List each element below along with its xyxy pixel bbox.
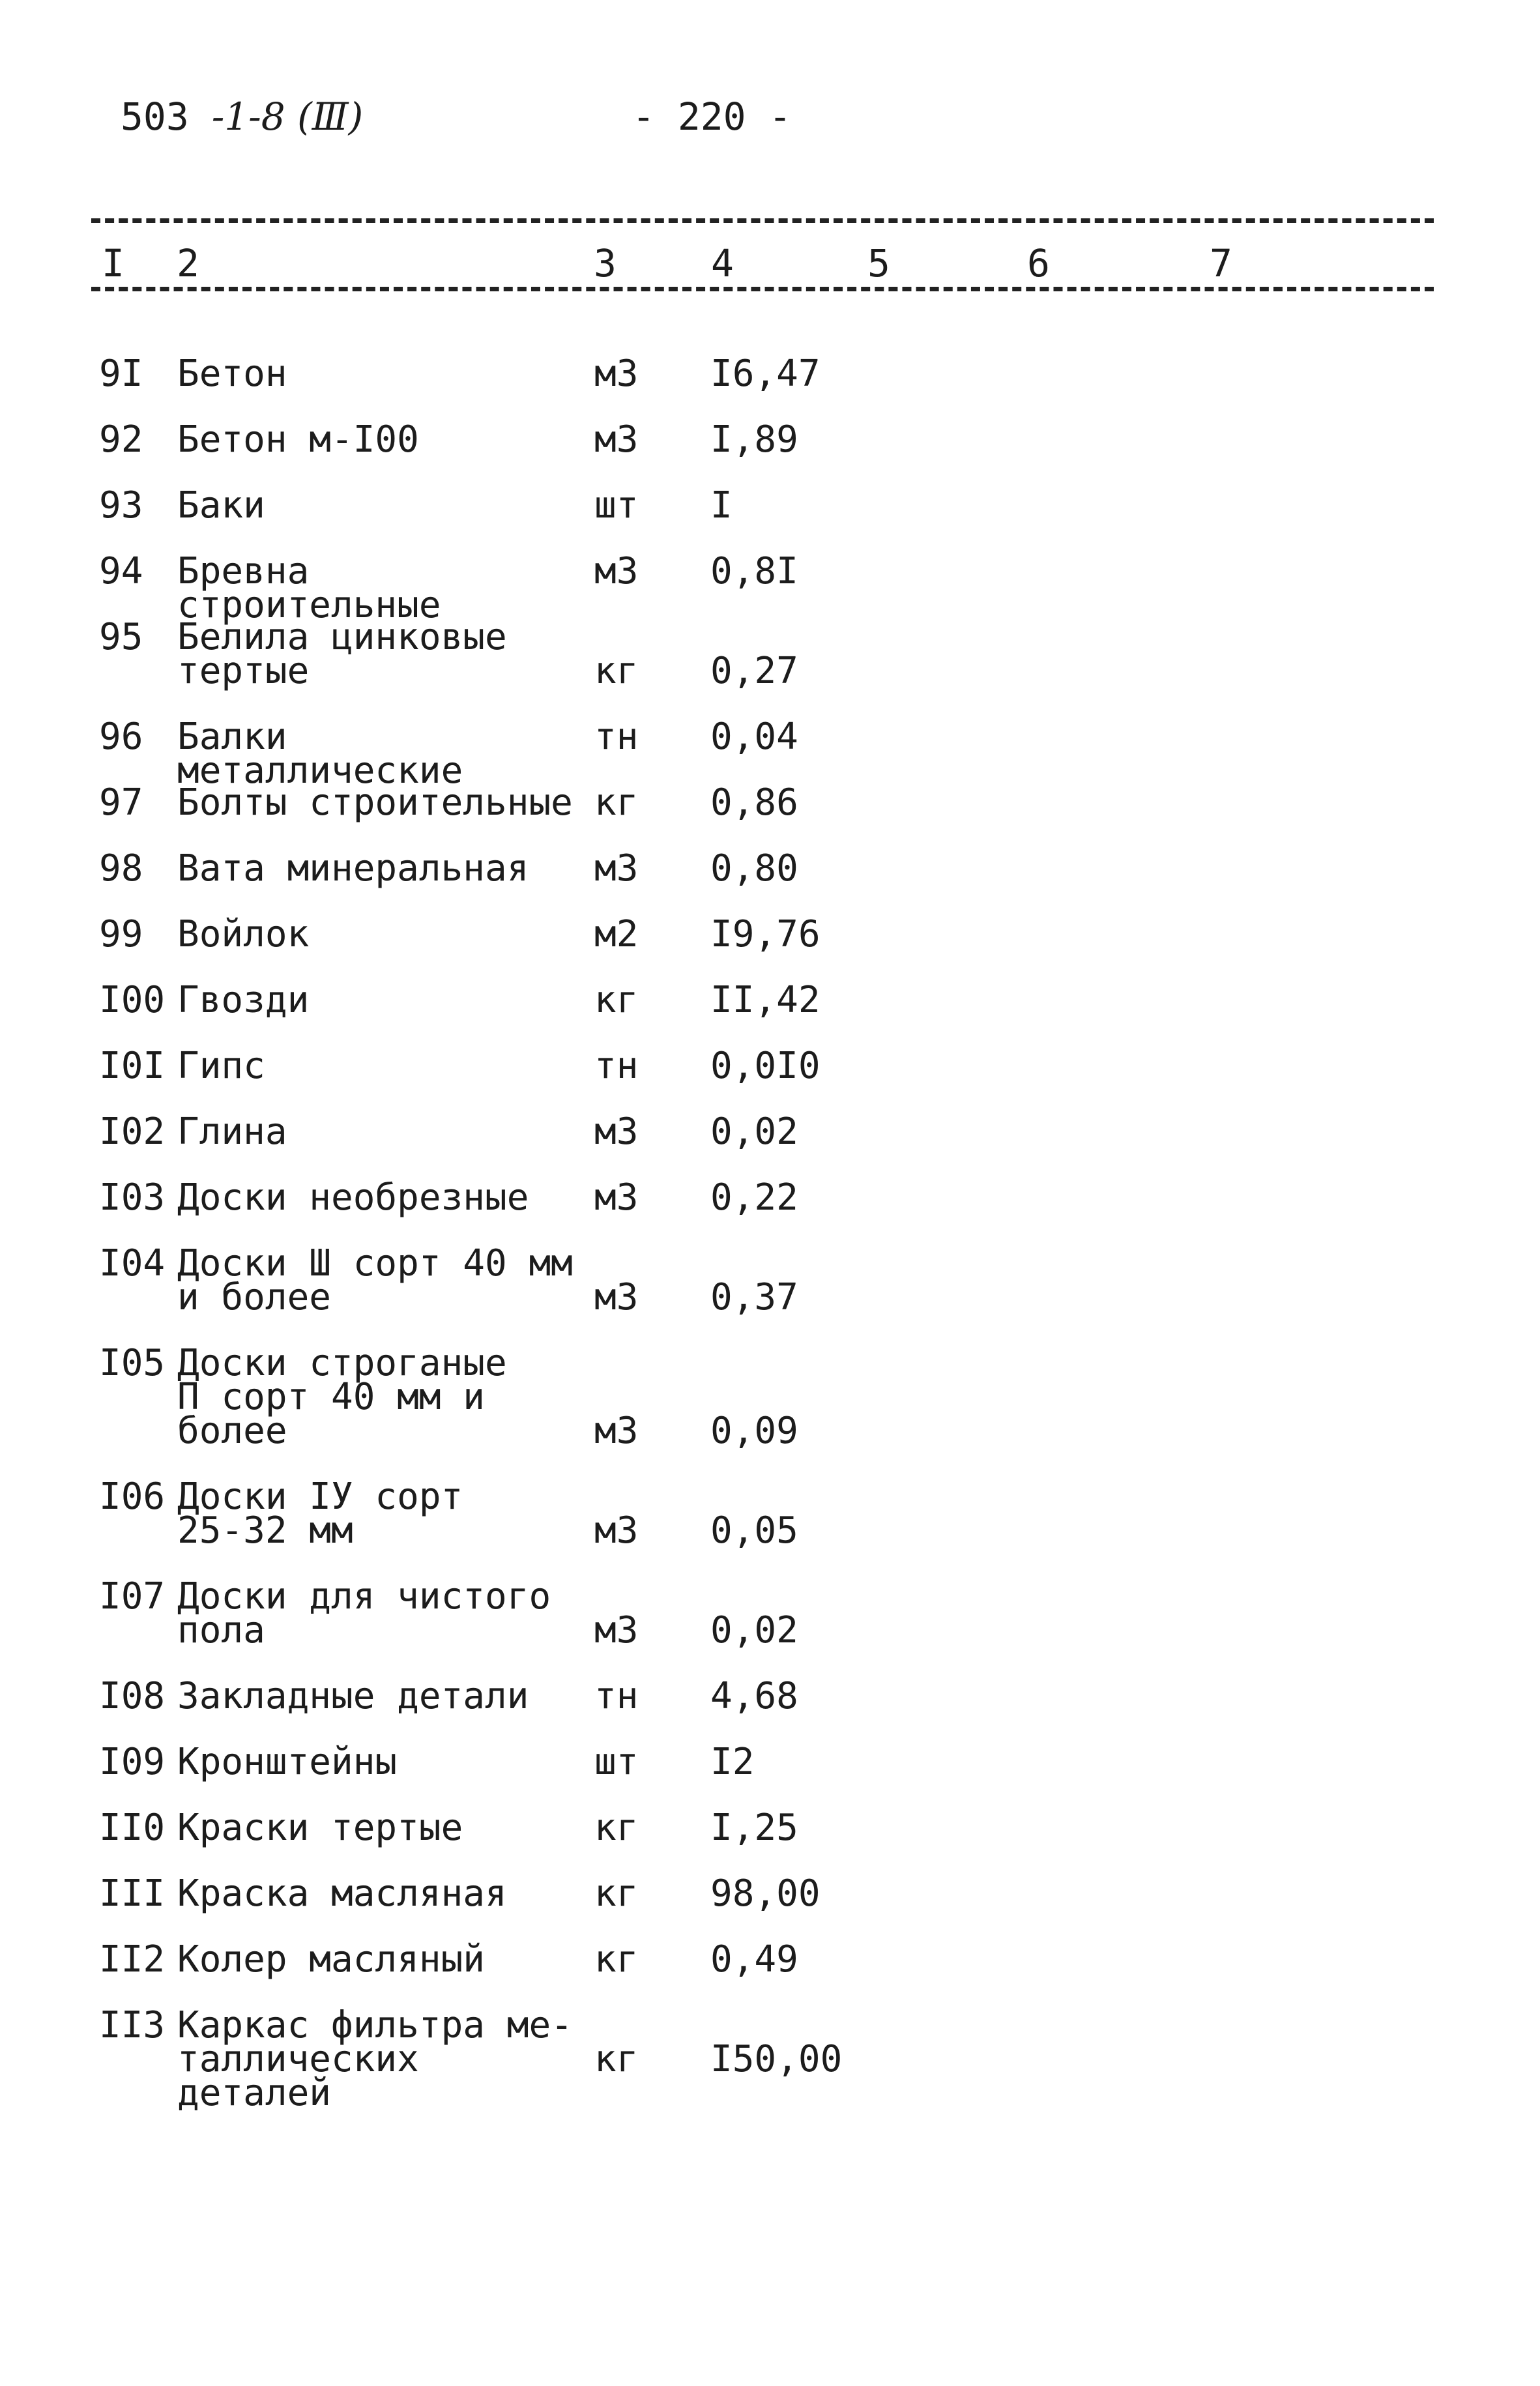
- quantity: 0,0I0: [710, 1045, 821, 1087]
- row-number: 96: [99, 716, 143, 758]
- column-number: 7: [1206, 244, 1236, 282]
- table-row: [0, 716, 1540, 792]
- unit-of-measure: кг: [594, 979, 639, 1021]
- quantity: II,42: [710, 979, 821, 1021]
- quantity: 0,05: [710, 1509, 798, 1552]
- unit-of-measure: м3: [594, 1276, 639, 1318]
- row-number: II3: [99, 2004, 166, 2046]
- quantity: 0,02: [710, 1111, 798, 1153]
- row-number: 95: [99, 616, 143, 658]
- quantity: I,25: [710, 1807, 798, 1849]
- unit-of-measure: шт: [594, 1741, 639, 1783]
- document-code-handwritten: -1-8 (Ⅲ): [211, 95, 364, 139]
- quantity: 0,37: [710, 1276, 798, 1318]
- quantity: 0,22: [710, 1176, 798, 1219]
- row-number: I09: [99, 1741, 166, 1783]
- unit-of-measure: кг: [594, 2038, 639, 2080]
- materials-table: [0, 353, 1540, 2114]
- unit-of-measure: тн: [594, 1045, 639, 1087]
- row-number: II0: [99, 1807, 166, 1849]
- quantity: 4,68: [710, 1675, 798, 1717]
- quantity: I50,00: [710, 2038, 843, 2080]
- row-number: III: [99, 1872, 166, 1915]
- page-number: - 220 -: [632, 95, 792, 139]
- unit-of-measure: м3: [594, 1111, 639, 1153]
- table-row: [0, 550, 1540, 626]
- material-name: Бетон м-I00: [177, 418, 419, 461]
- unit-of-measure: кг: [594, 650, 639, 692]
- material-name: Белила цинковые тертые: [177, 616, 507, 692]
- row-number: 92: [99, 418, 143, 461]
- material-name: Кронштейны: [177, 1741, 398, 1783]
- document-code: [121, 95, 364, 139]
- material-name: Бревна строительные: [177, 550, 441, 626]
- unit-of-measure: м3: [594, 847, 639, 890]
- row-number: I06: [99, 1476, 166, 1518]
- table-row: [0, 1872, 1540, 1915]
- table-row: [0, 1242, 1540, 1318]
- quantity: 0,86: [710, 781, 798, 824]
- column-number: 4: [707, 244, 738, 282]
- table-row: [0, 1045, 1540, 1087]
- column-number: 3: [590, 244, 620, 282]
- column-number: I: [98, 244, 128, 282]
- row-number: 98: [99, 847, 143, 890]
- unit-of-measure: кг: [594, 1807, 639, 1849]
- table-row: [0, 1575, 1540, 1651]
- unit-of-measure: м3: [594, 550, 639, 592]
- table-row: [0, 1111, 1540, 1153]
- quantity: I6,47: [710, 353, 821, 395]
- material-name: Гипс: [177, 1045, 265, 1087]
- table-row: [0, 1342, 1540, 1452]
- column-number: 2: [173, 244, 203, 282]
- row-number: I0I: [99, 1045, 166, 1087]
- table-row: [0, 353, 1540, 395]
- quantity: I: [710, 484, 733, 527]
- table-row: [0, 2004, 1540, 2114]
- row-number: I08: [99, 1675, 166, 1717]
- table-row: [0, 1741, 1540, 1783]
- column-number-rule: [91, 287, 1434, 291]
- row-number: I02: [99, 1111, 166, 1153]
- unit-of-measure: м3: [594, 418, 639, 461]
- table-row: [0, 1176, 1540, 1219]
- row-number: II2: [99, 1938, 166, 1981]
- row-number: 9I: [99, 353, 143, 395]
- quantity: 98,00: [710, 1872, 821, 1915]
- table-top-rule: [91, 218, 1434, 223]
- table-row: [0, 1675, 1540, 1717]
- table-row: [0, 979, 1540, 1021]
- material-name: Каркас фильтра ме- таллических деталей: [177, 2004, 573, 2114]
- row-number: 99: [99, 913, 143, 955]
- unit-of-measure: кг: [594, 1938, 639, 1981]
- column-number: 6: [1023, 244, 1054, 282]
- row-number: I00: [99, 979, 166, 1021]
- quantity: I9,76: [710, 913, 821, 955]
- table-row: [0, 1807, 1540, 1849]
- document-code-prefix: 503: [121, 95, 189, 139]
- unit-of-measure: шт: [594, 484, 639, 527]
- material-name: Доски для чистого пола: [177, 1575, 551, 1651]
- unit-of-measure: кг: [594, 1872, 639, 1915]
- unit-of-measure: м3: [594, 1509, 639, 1552]
- table-row: [0, 484, 1540, 527]
- quantity: 0,04: [710, 716, 798, 758]
- unit-of-measure: м3: [594, 1410, 639, 1452]
- unit-of-measure: кг: [594, 781, 639, 824]
- material-name: Закладные детали: [177, 1675, 529, 1717]
- quantity: I2: [710, 1741, 755, 1783]
- row-number: 94: [99, 550, 143, 592]
- material-name: Глина: [177, 1111, 287, 1153]
- row-number: I05: [99, 1342, 166, 1384]
- unit-of-measure: м3: [594, 1609, 639, 1651]
- unit-of-measure: тн: [594, 716, 639, 758]
- unit-of-measure: м2: [594, 913, 639, 955]
- quantity: I,89: [710, 418, 798, 461]
- table-row: [0, 847, 1540, 890]
- row-number: I03: [99, 1176, 166, 1219]
- quantity: 0,27: [710, 650, 798, 692]
- table-row: [0, 781, 1540, 824]
- unit-of-measure: тн: [594, 1675, 639, 1717]
- material-name: Гвозди: [177, 979, 310, 1021]
- material-name: Войлок: [177, 913, 310, 955]
- column-number: 5: [864, 244, 894, 282]
- material-name: Балки металлические: [177, 716, 463, 792]
- material-name: Колер масляный: [177, 1938, 486, 1981]
- material-name: Краска масляная: [177, 1872, 507, 1915]
- row-number: 93: [99, 484, 143, 527]
- quantity: 0,8I: [710, 550, 798, 592]
- material-name: Доски необрезные: [177, 1176, 529, 1219]
- row-number: 97: [99, 781, 143, 824]
- material-name: Краски тертые: [177, 1807, 463, 1849]
- table-row: [0, 1938, 1540, 1981]
- unit-of-measure: м3: [594, 353, 639, 395]
- material-name: Доски строганые П сорт 40 мм и более: [177, 1342, 507, 1452]
- quantity: 0,49: [710, 1938, 798, 1981]
- table-row: [0, 1476, 1540, 1552]
- table-row: [0, 913, 1540, 955]
- material-name: Доски Ш сорт 40 мм и более: [177, 1242, 573, 1318]
- column-number-row: [91, 241, 1434, 297]
- row-number: I07: [99, 1575, 166, 1618]
- quantity: 0,80: [710, 847, 798, 890]
- material-name: Болты строительные: [177, 781, 573, 824]
- material-name: Бетон: [177, 353, 287, 395]
- material-name: Баки: [177, 484, 265, 527]
- material-name: Доски IУ сорт 25-32 мм: [177, 1476, 463, 1552]
- table-row: [0, 418, 1540, 461]
- unit-of-measure: м3: [594, 1176, 639, 1219]
- quantity: 0,02: [710, 1609, 798, 1651]
- table-row: [0, 616, 1540, 692]
- material-name: Вата минеральная: [177, 847, 529, 890]
- row-number: I04: [99, 1242, 166, 1285]
- quantity: 0,09: [710, 1410, 798, 1452]
